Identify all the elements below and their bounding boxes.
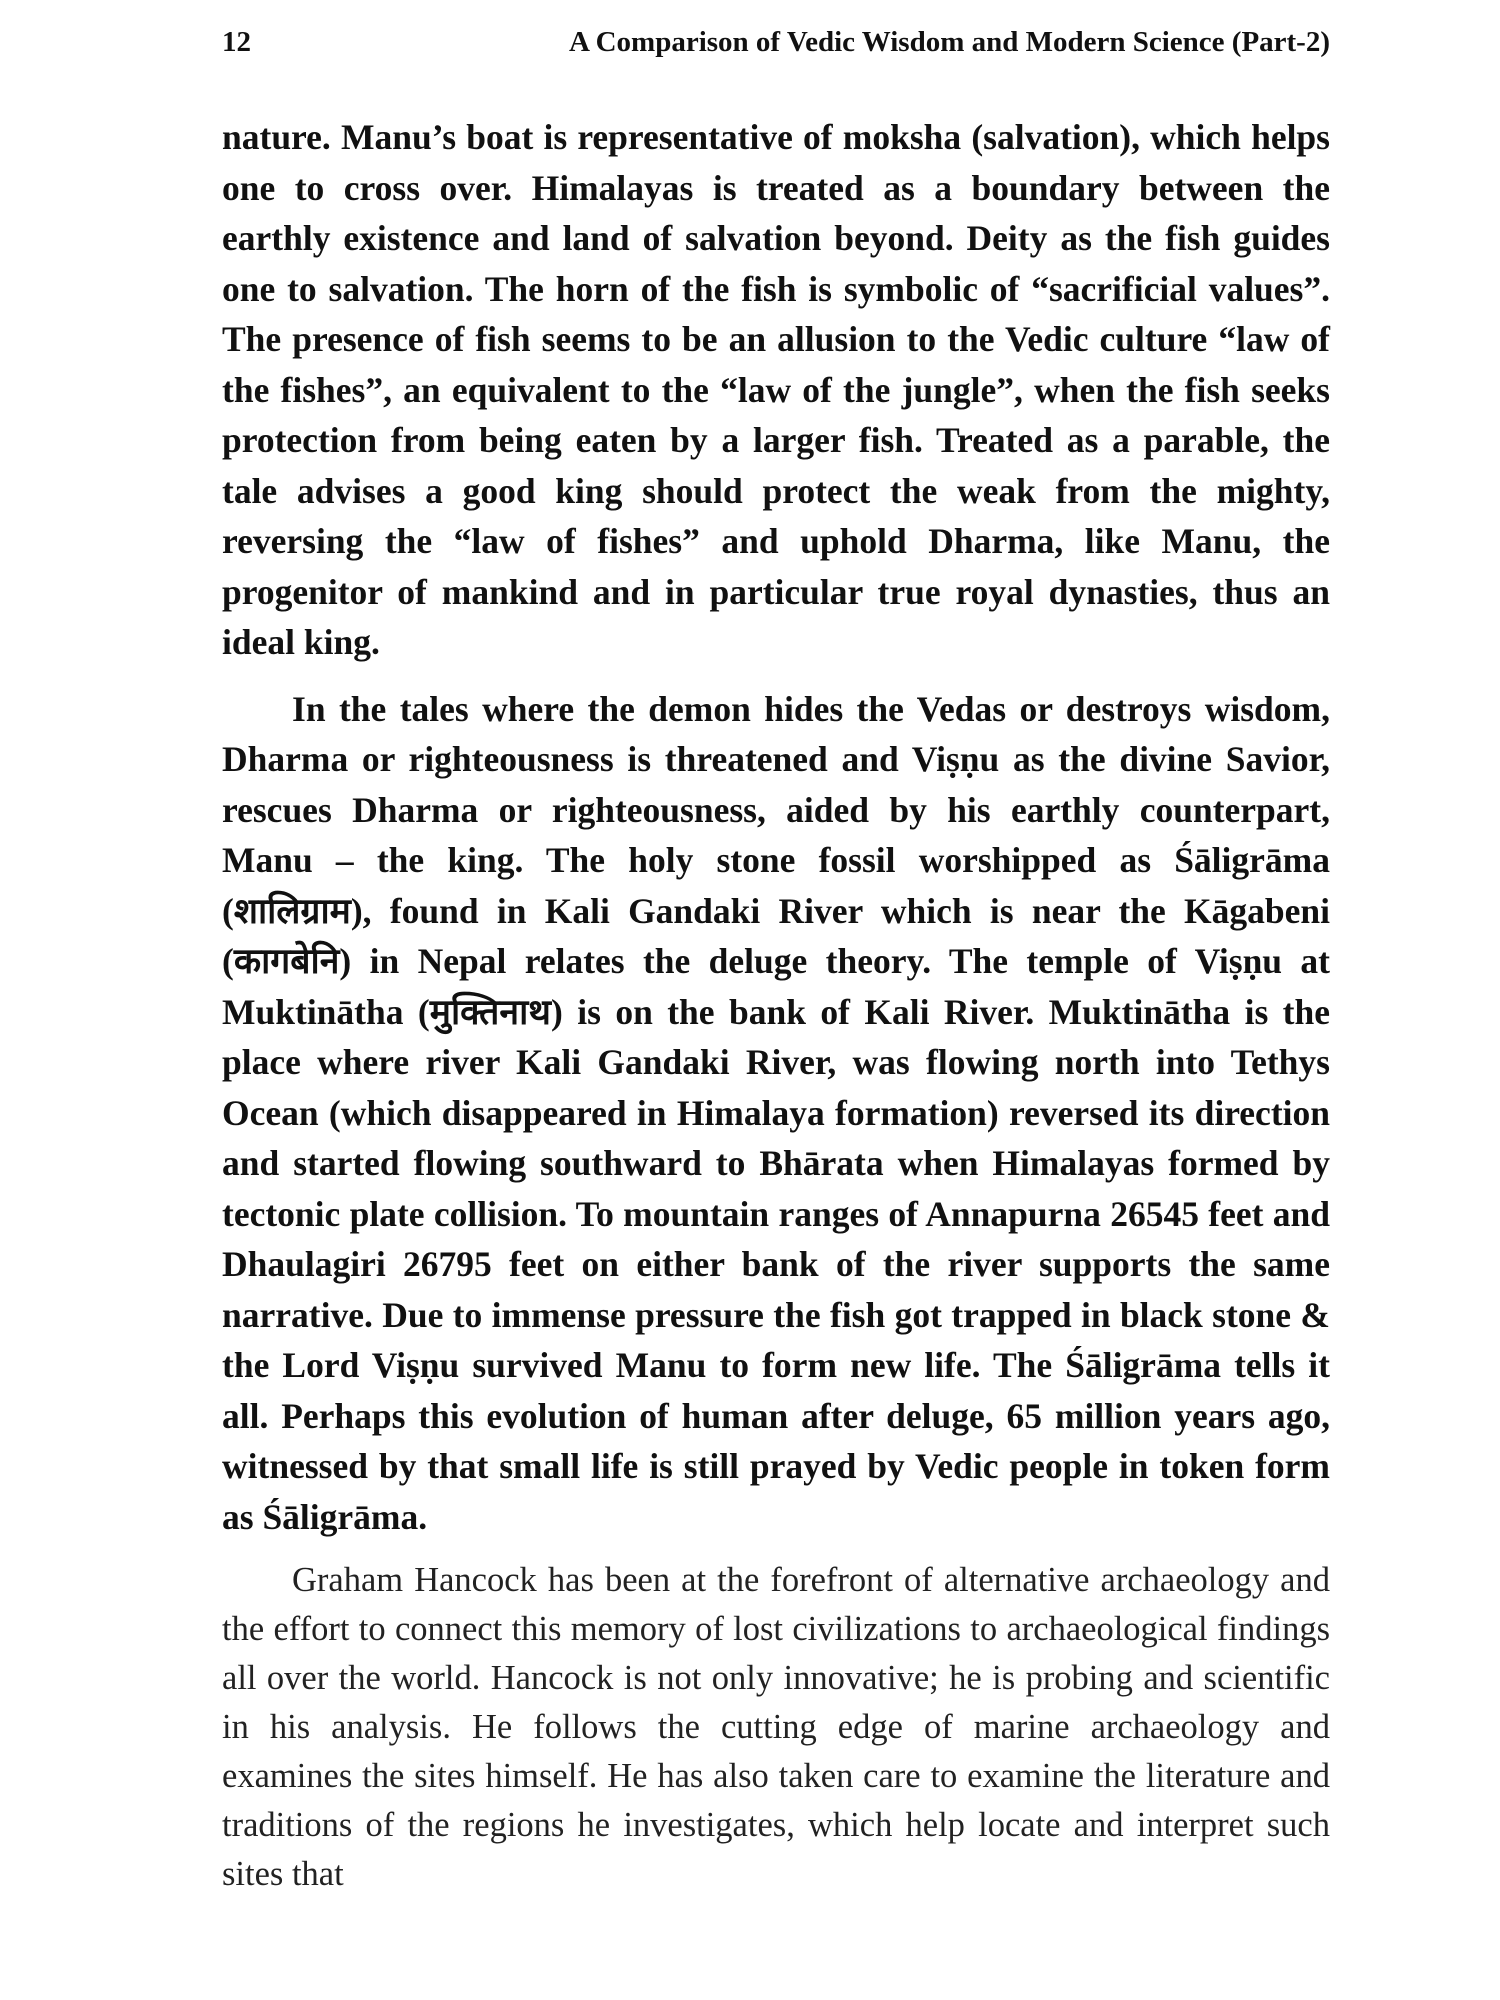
paragraph-saligrama: In the tales where the demon hides the Vedas or destroys wisdom, Dharma or righteousness is threatened and Viṣṇu as the divine Savior, rescues Dharma or righteousness, aided by his earthly counterpart, Manu – the king. The holy stone fossil worshipped as Śāligrāma (शालिग्राम), found in Kali Gandaki River which is near the Kāgabeni (कागबेनि) in Nepal relates the deluge theory. The temple of Viṣṇu at Muktinātha (मुक्तिनाथ) is on the bank of Kali River. Muktinātha is the place where river Kali Gandaki River, was flowing north into Tethys Ocean (which disappeared in Himalaya formation) reversed its direction and started flowing southward to Bhārata when Himalayas formed by tectonic plate collision. To mountain ranges of Annapurna 26545 feet and Dhaulagiri 26795 feet on either bank of the river supports the same narrative. Due to immense pressure the fish got trapped in black stone & the Lord Viṣṇu survived Manu to form new life. The Śāligrāma tells it all. Perhaps this evolution of human after deluge, 65 million years ago, witnessed by that small life is still prayed by Vedic people in token form as Śāligrāma.: [222, 688, 1330, 1537]
running-title: A Comparison of Vedic Wisdom and Modern Science (Part-2): [569, 26, 1330, 58]
page-number: 12: [222, 26, 251, 58]
body-text: [222, 112, 1330, 1899]
paragraph-manu-boat: nature. Manu’s boat is representative of moksha (salvation), which helps one to cross over. Himalayas is treated as a boundary between the earthly existence and land of salvation beyond. Deity as the fish guides one to salvation. The horn of the fish is symbolic of “sacrificial values”. The presence of fish seems to be an allusion to the Vedic culture “law of the fishes”, an equivalent to the “law of the jungle”, when the fish seeks protection from being eaten by a larger fish. Treated as a parable, the tale advises a good king should protect the weak from the mighty, reversing the “law of fishes” and uphold Dharma, like Manu, the progenitor of mankind and in particular true royal dynasties, thus an ideal king.: [222, 117, 1330, 662]
page-header: [222, 26, 1330, 66]
paragraph-graham-hancock: Graham Hancock has been at the forefront of alternative archaeology and the effort to connect this memory of lost civilizations to archaeological findings all over the world. Hancock is not only innovative; he is probing and scientific in his analysis. He follows the cutting edge of marine archaeology and examines the sites himself. He has also taken care to examine the literature and traditions of the regions he investigates, which help locate and interpret such sites that: [222, 1561, 1330, 1893]
